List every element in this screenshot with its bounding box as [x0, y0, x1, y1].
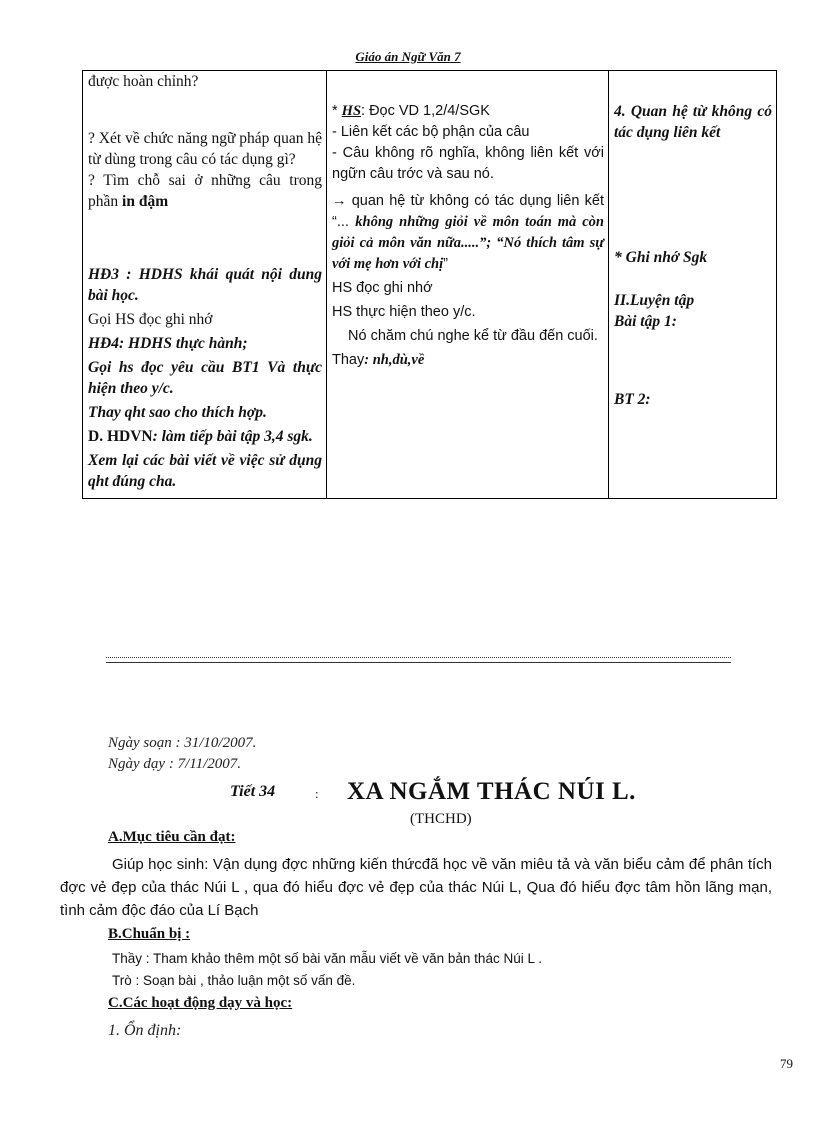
text-line: HS đọc ghi nhớ: [332, 280, 433, 296]
text-line: Nó chăm chú nghe kể từ đầu đến cuối.: [348, 328, 598, 344]
ghi-nho: * Ghi nhớ Sgk: [614, 249, 708, 266]
table-row: [83, 71, 777, 499]
teacher-activity-column: [83, 71, 327, 499]
tro-line: Trò : Soạn bài , thảo luận một số vấn đề.: [112, 973, 356, 988]
hd4-heading: HĐ4: HDHS thực hành;: [88, 335, 248, 352]
bai-tap-2: BT 2:: [614, 391, 651, 408]
page-number: 79: [780, 1056, 793, 1071]
text-line: - Liên kết các bộ phận của câu: [332, 124, 530, 140]
text-line: được hoàn chỉnh?: [88, 73, 199, 90]
question-1: ? Xét về chức năng ngữ pháp quan hệ từ dùng trong câu có tác dụng gì?: [88, 130, 322, 168]
hs-line: * HS: Đọc VD 1,2/4/SGK: [332, 103, 490, 119]
lesson-subtitle: (THCHD): [410, 811, 472, 827]
tiet-label: Tiết 34: [230, 783, 276, 800]
hoat-dong-heading: C.Các hoạt động dạy và học:: [108, 995, 293, 1011]
section-4-heading: 4. Quan hệ từ không có tác dụng liên kết: [614, 103, 772, 141]
text-line: - Câu không rõ nghĩa, không liên kết với ngữn câu trớc và sau nó.: [332, 145, 604, 182]
bai-tap-1: Bài tập 1:: [614, 313, 677, 330]
on-dinh: 1. Ổn định:: [108, 1022, 182, 1039]
hd3-heading: HĐ3 : HDHS khái quát nội dung bài học.: [88, 266, 322, 304]
bt1-instruction: Gọi hs đọc yêu cầu BT1 Và thực hiện theo y/c.: [88, 359, 322, 397]
lesson-table: [82, 70, 777, 499]
page-header: Giáo án Ngữ Văn 7: [355, 49, 461, 64]
xem-lai: Xem lại các bài viết về việc sử dụng qht đúng cha.: [88, 452, 322, 490]
luyen-tap: II.Luyện tập: [614, 292, 695, 309]
text-line: HS thực hiện theo y/c.: [332, 304, 476, 320]
arrow-icon: →: [332, 193, 347, 209]
thay-instruction: Thay qht sao cho thích hợp.: [88, 404, 267, 421]
muc-tieu-text: Giúp học sinh: Vận dụng đợc những kiến thứcđã học về văn miêu tả và văn biểu cảm để phân tích đợc vẻ đẹp của thác Núi L , qua đó hiểu đợc vẻ đẹp của thác Núi L, Qua đó hiểu đợc tâm hồn lãng mạn, tình cảm độc đáo của Lí Bạch: [60, 856, 772, 919]
muc-tieu-heading: A.Mục tiêu cần đạt:: [108, 829, 236, 845]
student-activity-column: [327, 71, 609, 499]
notes-column: [609, 71, 777, 499]
separator-dotted: [106, 657, 731, 658]
question-2: ? Tìm chỗ sai ở những câu trong phần in đậm: [88, 172, 322, 210]
chuan-bi-heading: B.Chuẩn bị :: [108, 926, 191, 942]
thay-line: Thầy : Tham khảo thêm một số bài văn mẫu viết về văn bản thác Núi L .: [112, 951, 542, 966]
hd3-sub: Gọi HS đọc ghi nhớ: [88, 311, 213, 328]
text-line: Thay: nh,dù,về: [332, 352, 425, 368]
hdvn: D. HDVN: làm tiếp bài tập 3,4 sgk.: [88, 428, 313, 445]
separator-line: [106, 662, 731, 663]
text-line: → quan hệ từ không có tác dụng liên kết “... không những giỏi về môn toán mà còn giỏi cả môn văn nữa.....”; “Nó thích tâm sự với mẹ hơn với chị”: [332, 193, 604, 272]
ngay-soan: Ngày soạn : 31/10/2007.: [108, 735, 257, 751]
tiet-colon: :: [315, 786, 319, 801]
ngay-day: Ngày dạy : 7/11/2007.: [108, 756, 242, 772]
lesson-title: XA NGẮM THÁC NÚI L.: [347, 778, 636, 805]
